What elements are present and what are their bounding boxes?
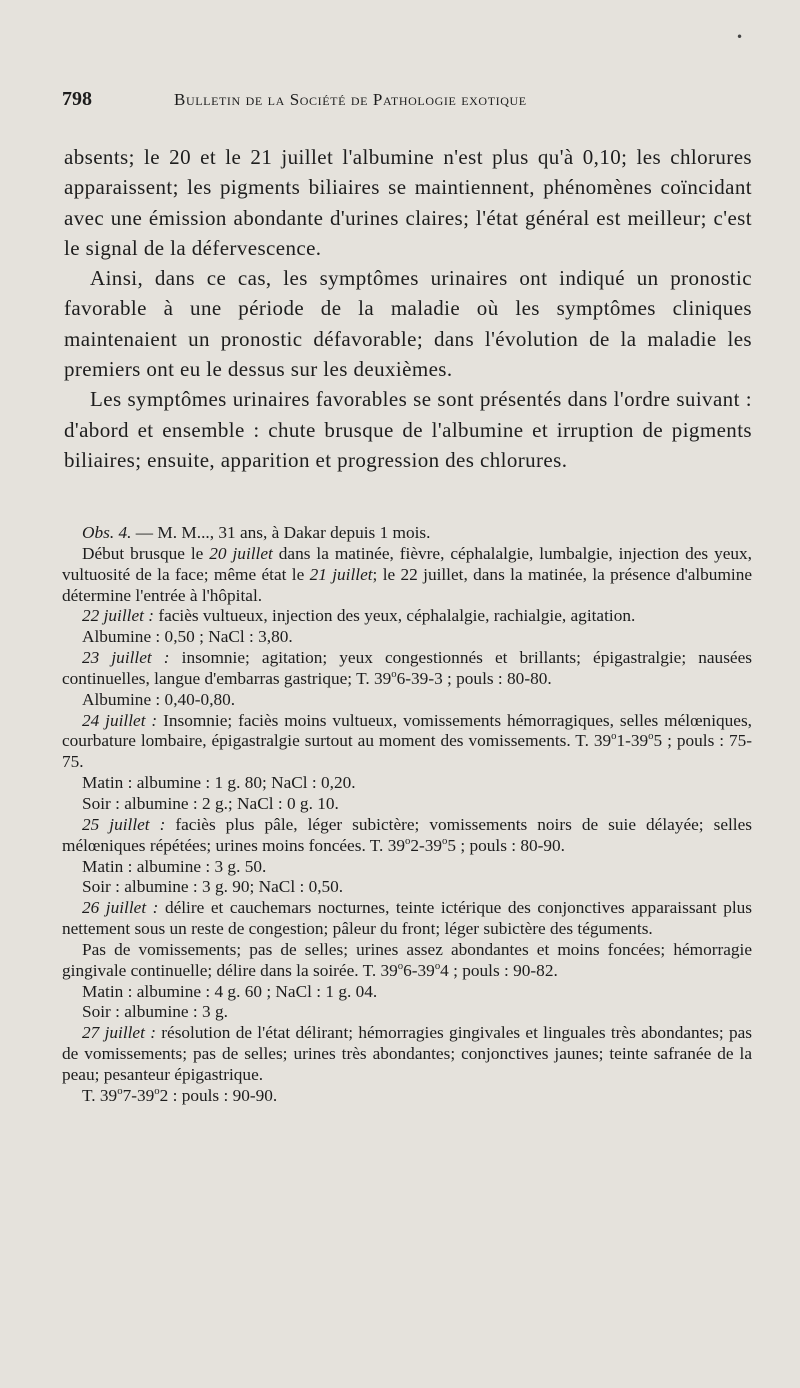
onset-date-1: 20 juillet [209, 543, 273, 563]
day-25-morning: Matin : albumine : 3 g. 50. [82, 856, 267, 876]
day-27-vitals [62, 1086, 752, 1107]
day-24-vitals-a: 1-39 [616, 731, 649, 751]
day-26-vitals-b: 4 ; pouls : 90-82. [440, 960, 558, 980]
day-27-vitals-c: 2 : pouls : 90-90. [159, 1085, 278, 1105]
degree-sup: o [434, 959, 441, 972]
day-27-text: résolution de l'état délirant; hémorragies gingivales et linguales très abondantes; pas de vomissements; pas de selles; urines très abondantes; conjonctives jaunes; teinte safranée de la peau; pesanteur épigastrique. [62, 1023, 752, 1084]
day-27-entry [62, 1023, 752, 1086]
day-22-urine: Albumine : 0,50 ; NaCl : 3,80. [82, 627, 293, 647]
observation-block [62, 523, 752, 1107]
running-title: Bulletin de la Société de Pathologie exotique [174, 90, 527, 109]
day-25-text: faciès plus pâle, léger subictère; vomissements noirs de suie délayée; selles mélœniques répétées; urines moins foncées. T. 39 [62, 814, 752, 855]
onset-date-2: 21 juillet [309, 564, 373, 584]
page-header [62, 88, 752, 118]
day-23-vitals: 6-39-3 ; pouls : 80-80. [396, 668, 552, 688]
onset-paragraph [62, 544, 752, 607]
day-26-morning: Matin : albumine : 4 g. 60 ; NaCl : 1 g. 04. [82, 981, 378, 1001]
paragraph-3: Les symptômes urinaires favorables se sont présentés dans l'ordre suivant : d'abord et ensemble : chute brusque de l'albumine et irruption de pigments biliaires; ensuite, apparition et progression des chlorures. [64, 387, 752, 472]
day-25-evening: Soir : albumine : 3 g. 90; NaCl : 0,50. [82, 877, 344, 897]
onset-text-a: Début brusque le [82, 543, 210, 563]
day-24-vitals-b: 5 ; pouls : 75-75. [62, 731, 752, 772]
observation-title [62, 523, 752, 544]
degree-sup: o [611, 730, 617, 743]
observation-patient: — M. M..., 31 ans, à Dakar depuis 1 mois. [131, 523, 431, 542]
paragraph-1: absents; le 20 et le 21 juillet l'albumine n'est plus qu'à 0,10; les chlorures apparaissent; les pigments biliaires se maintiennent, phénomènes coïncidant avec une émission abondante d'urines claires; l'état général est meilleur; c'est le signal de la défervescence. [64, 145, 752, 260]
day-23-text: insomnie; agitation; yeux congestionnés et brillants; épigastralgie; nausées continuelles, langue d'embarras gastrique; T. 39 [62, 648, 752, 688]
observation-label: Obs. 4. [82, 523, 132, 542]
day-23-label: 23 juillet : [82, 648, 170, 668]
onset-text-c: ; le 22 juillet, dans la matinée, la présence d'albumine détermine l'entrée à l'hôpital. [62, 564, 753, 605]
day-27-label: 27 juillet : [82, 1023, 156, 1043]
day-27-vitals-b: 7-39 [122, 1085, 155, 1105]
day-24-text: Insomnie; faciès moins vultueux, vomissements hémorragiques, selles mélœniques, courbature lombaire, épigastralgie surtout au moment des vomissements. T. 39 [62, 710, 753, 751]
main-text [64, 142, 752, 475]
degree-sup: o [117, 1085, 123, 1098]
day-26-text-2: Pas de vomissements; pas de selles; urines assez abondantes et moins foncées; hémorragie gingivale continuelle; délire dans la soirée. T. 39 [62, 939, 752, 980]
day-25-vitals-b: 5 ; pouls : 80-90. [447, 835, 566, 855]
day-26-label: 26 juillet : [82, 898, 159, 918]
day-26-entry [62, 898, 752, 940]
day-22-label: 22 juillet : [82, 606, 154, 626]
day-24-morning: Matin : albumine : 1 g. 80; NaCl : 0,20. [82, 773, 356, 793]
day-24-evening: Soir : albumine : 2 g.; NaCl : 0 g. 10. [82, 793, 339, 813]
day-26-evening: Soir : albumine : 3 g. [82, 1002, 228, 1022]
day-26-vitals-a: 6-39 [403, 960, 435, 980]
day-26-entry-2 [62, 940, 752, 982]
onset-text-b: dans la matinée, fièvre, céphalalgie, lumbalgie, injection des yeux, vultuosité de la face; même état le [62, 543, 752, 584]
day-22-text: faciès vultueux, injection des yeux, céphalalgie, rachialgie, agitation. [154, 606, 636, 626]
paragraph-2: Ainsi, dans ce cas, les symptômes urinaires ont indiqué un pronostic favorable à une période de la maladie où les symptômes cliniques maintenaient un pronostic défavorable; dans l'évolution de la maladie les premiers ont eu le dessus sur les deuxièmes. [64, 266, 752, 382]
day-23-urine: Albumine : 0,40-0,80. [82, 689, 236, 709]
day-27-vitals-a: T. 39 [82, 1085, 118, 1105]
speck-mark: • [736, 30, 744, 44]
day-24-label: 24 juillet : [82, 710, 158, 730]
day-23-entry [62, 648, 752, 690]
degree-sup: o [397, 959, 404, 972]
day-22-entry [62, 606, 752, 627]
page-number: 798 [62, 88, 92, 110]
degree-sup: o [154, 1085, 160, 1098]
degree-sup: o [404, 834, 411, 847]
day-25-entry [62, 815, 752, 857]
day-25-vitals-a: 2-39 [410, 835, 443, 855]
day-26-text: délire et cauchemars nocturnes, teinte ictérique des conjonctives apparaissant plus nettement sous un reste de congestion; pâleur du front; léger subictère des téguments. [62, 898, 752, 939]
degree-sup: o [648, 730, 654, 743]
degree-sup: o [442, 834, 448, 847]
degree-sup: o [391, 668, 397, 681]
day-24-entry [62, 711, 752, 774]
day-25-label: 25 juillet : [82, 814, 166, 834]
